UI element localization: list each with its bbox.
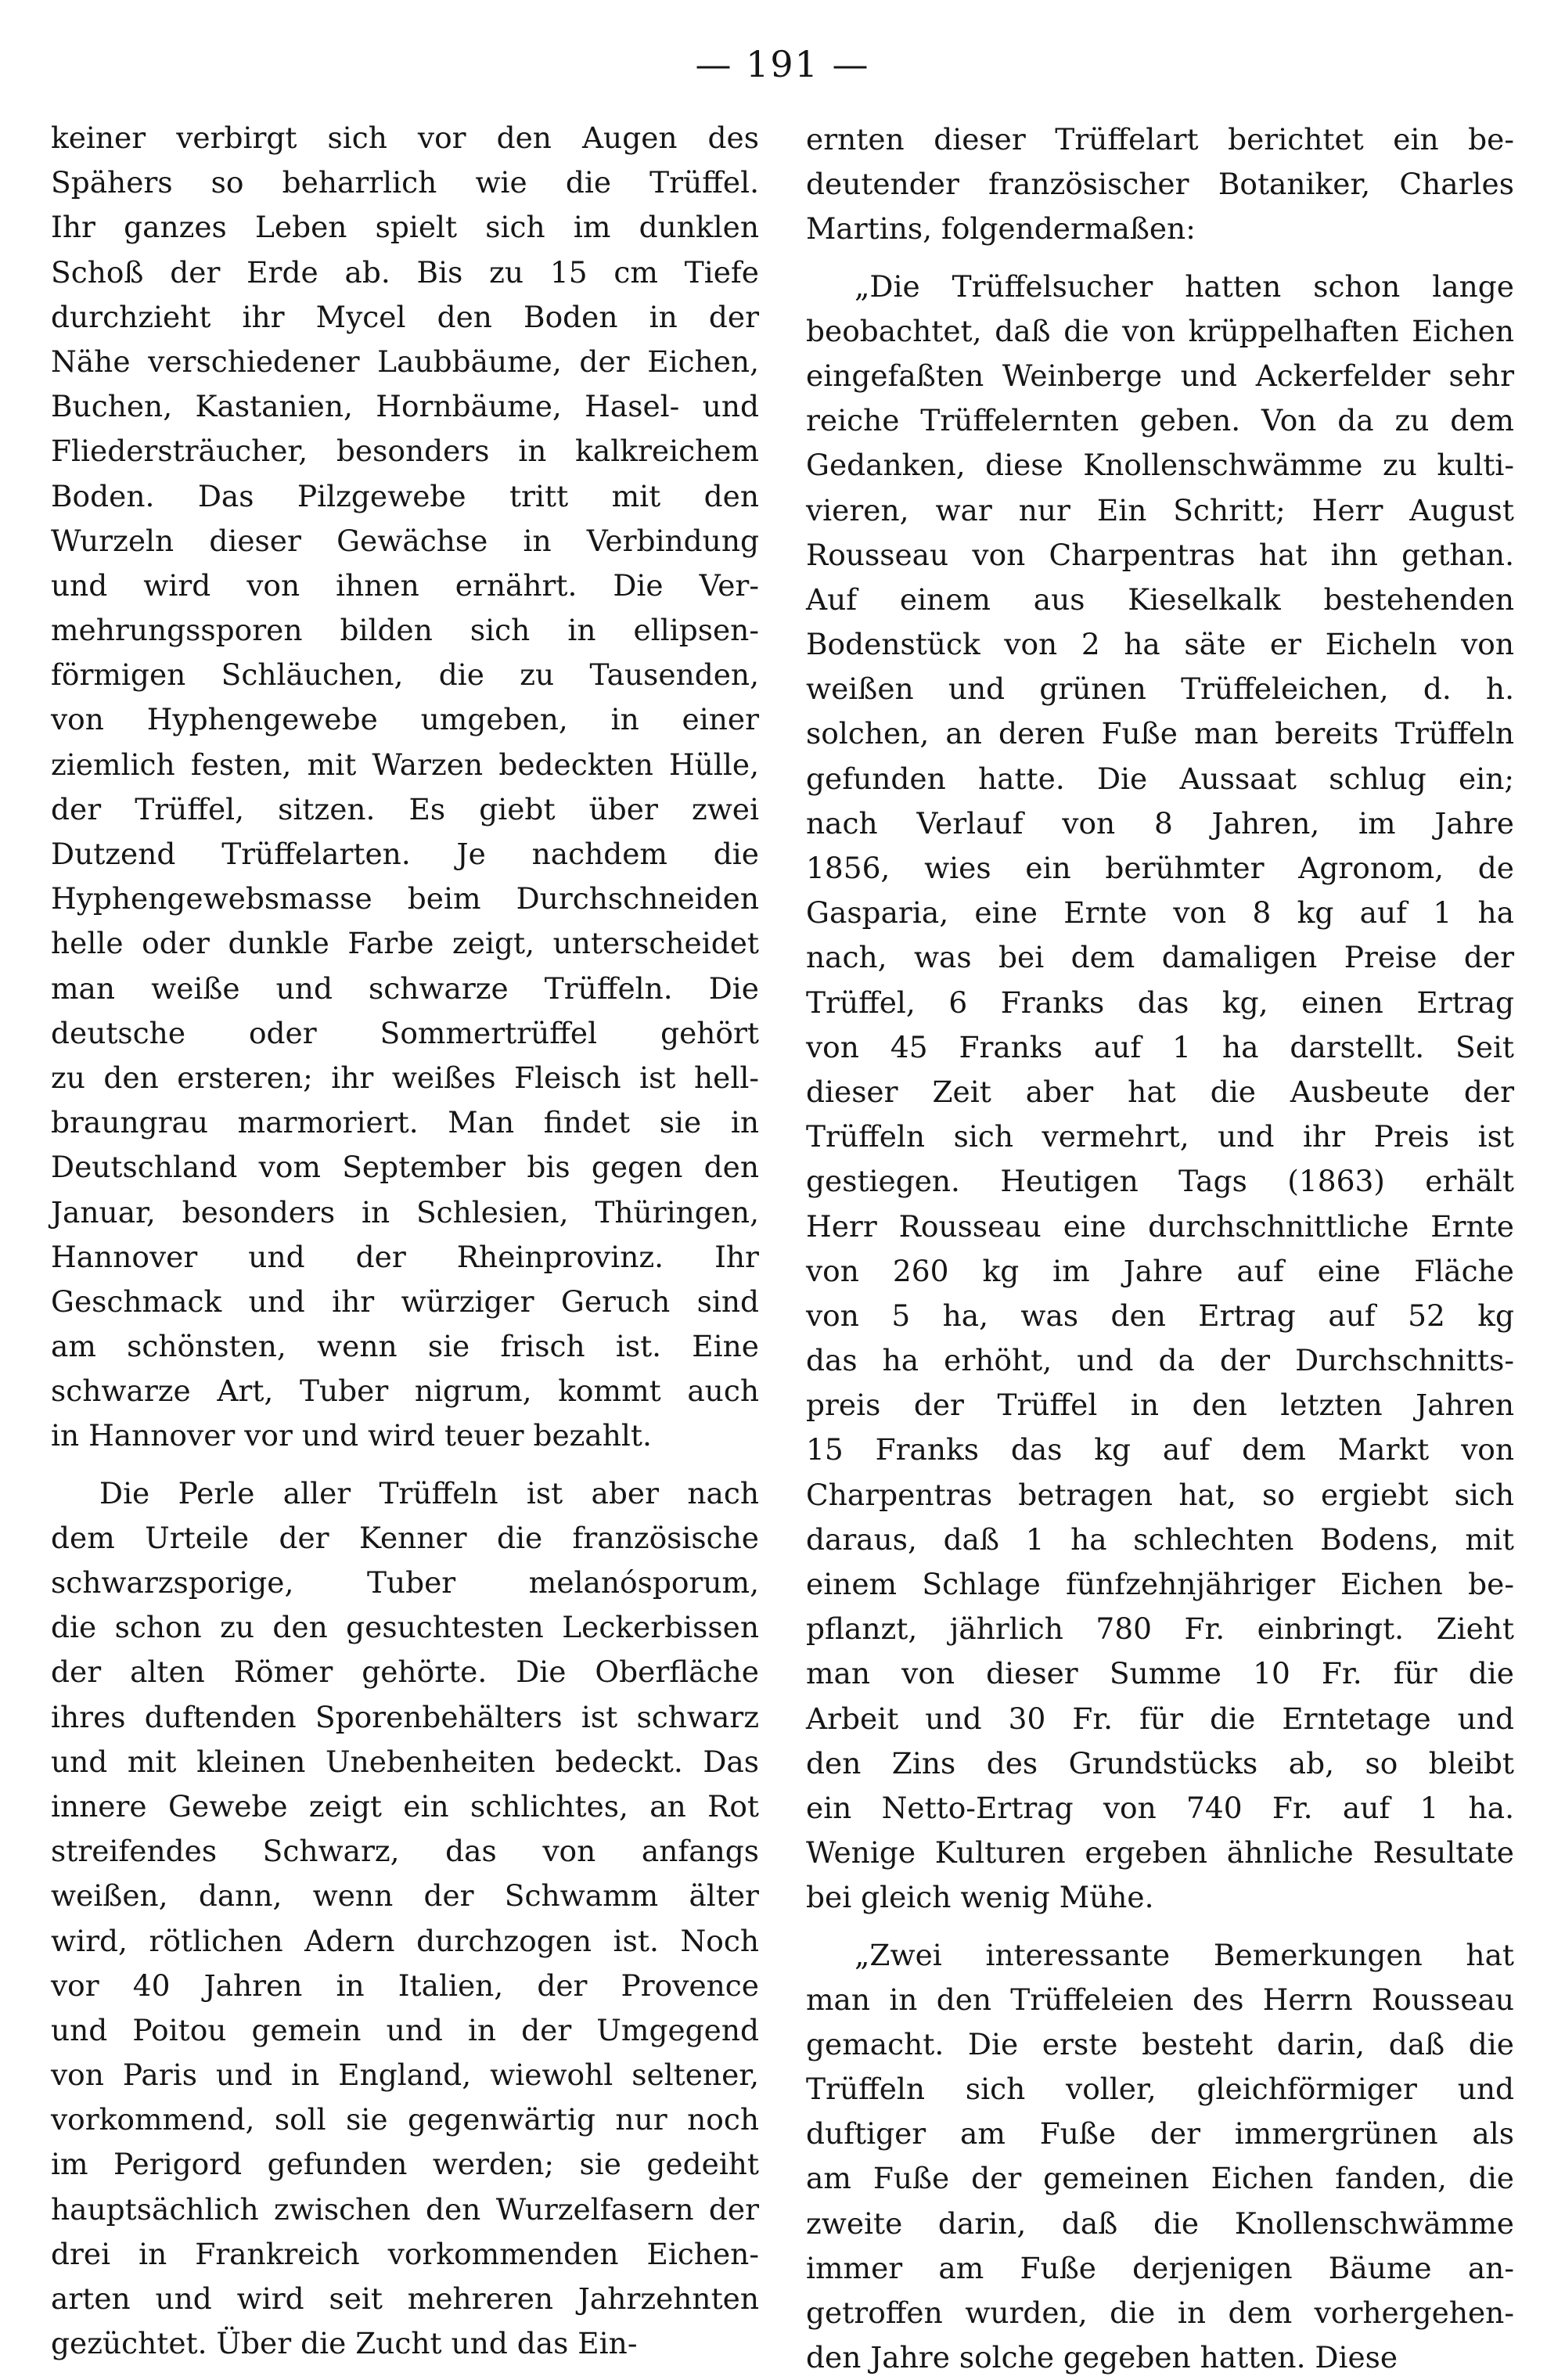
text-line: Nähe verschiedener Laubbäume, der Eichen, [51,340,759,384]
text-line: Spähers so beharrlich wie die Trüffel. [51,160,759,205]
text-line: Januar, besonders in Schlesien, Thüringen, [51,1190,759,1235]
paragraph [806,1933,1514,2380]
text-line: man von dieser Summe 10 Fr. für die [806,1651,1514,1696]
text-line: man in den Trüffeleien des Herrn Rousseau [806,1978,1514,2022]
text-line: und wird von ihnen ernährt. Die Ver- [51,563,759,608]
paragraph [806,117,1514,252]
text-line: solchen, an deren Fuße man bereits Trüffeln [806,711,1514,756]
paragraph [806,265,1514,1921]
text-line: Martins, folgendermaßen: [806,207,1514,251]
left-column [51,116,759,2366]
text-line: daraus, daß 1 ha schlechten Bodens, mit [806,1518,1514,1562]
text-line: nach, was bei dem damaligen Preise der [806,935,1514,980]
text-line: „Die Trüffelsucher hatten schon lange [806,265,1514,309]
text-line: schwarzsporige, Tuber melanósporum, [51,1561,759,1605]
text-line: vorkommend, soll sie gegenwärtig nur noch [51,2097,759,2142]
text-line: am Fuße der gemeinen Eichen fanden, die [806,2156,1514,2201]
text-line: schwarze Art, Tuber nigrum, kommt auch [51,1369,759,1413]
text-line: streifendes Schwarz, das von anfangs [51,1829,759,1874]
text-line: duftiger am Fuße der immergrünen als [806,2112,1514,2156]
text-line: man weiße und schwarze Trüffeln. Die [51,967,759,1011]
text-line: ihres duftenden Sporenbehälters ist schwarz [51,1695,759,1740]
text-line: bei gleich wenig Mühe. [806,1875,1514,1920]
text-line: Trüffel, 6 Franks das kg, einen Ertrag [806,981,1514,1025]
text-line: Gasparia, eine Ernte von 8 kg auf 1 ha [806,891,1514,935]
text-line: Auf einem aus Kieselkalk bestehenden [806,578,1514,622]
text-line: nach Verlauf von 8 Jahren, im Jahre [806,801,1514,846]
text-line: Ihr ganzes Leben spielt sich im dunklen [51,205,759,250]
text-line: eingefaßten Weinberge und Ackerfelder sehr [806,354,1514,398]
text-line: 1856, wies ein berühmter Agronom, de [806,846,1514,891]
text-line: helle oder dunkle Farbe zeigt, unterscheidet [51,921,759,966]
text-line: und Poitou gemein und in der Umgegend [51,2008,759,2053]
text-line: preis der Trüffel in den letzten Jahren [806,1383,1514,1428]
text-line: gemacht. Die erste besteht darin, daß die [806,2022,1514,2067]
text-line: Geschmack und ihr würziger Geruch sind [51,1280,759,1324]
text-line: Dutzend Trüffelarten. Je nachdem die [51,832,759,877]
text-line: Boden. Das Pilzgewebe tritt mit den [51,474,759,519]
text-line: ernten dieser Trüffelart berichtet ein be- [806,117,1514,162]
text-line: Rousseau von Charpentras hat ihn gethan. [806,533,1514,578]
text-line: dieser Zeit aber hat die Ausbeute der [806,1070,1514,1114]
paragraph [51,1471,759,2367]
text-line: förmigen Schläuchen, die zu Tausenden, [51,653,759,697]
text-line: Bodenstück von 2 ha säte er Eicheln von [806,622,1514,667]
text-line: hauptsächlich zwischen den Wurzelfasern der [51,2187,759,2232]
text-line: drei in Frankreich vorkommenden Eichen- [51,2232,759,2277]
text-line: den Jahre solche gegeben hatten. Diese [806,2335,1514,2380]
text-line: Trüffeln sich vermehrt, und ihr Preis ist [806,1114,1514,1159]
text-line: von Paris und in England, wiewohl seltener, [51,2053,759,2097]
text-line: Deutschland vom September bis gegen den [51,1145,759,1190]
text-line: innere Gewebe zeigt ein schlichtes, an Rot [51,1784,759,1829]
text-line: von 45 Franks auf 1 ha darstellt. Seit [806,1025,1514,1070]
text-line: in Hannover vor und wird teuer bezahlt. [51,1413,759,1458]
text-line: Hyphengewebsmasse beim Durchschneiden [51,877,759,921]
text-line: arten und wird seit mehreren Jahrzehnten [51,2277,759,2321]
text-line: dem Urteile der Kenner die französische [51,1516,759,1561]
text-line: weißen, dann, wenn der Schwamm älter [51,1874,759,1918]
text-line: weißen und grünen Trüffeleichen, d. h. [806,667,1514,711]
text-line: von 260 kg im Jahre auf eine Fläche [806,1249,1514,1294]
text-line: der alten Römer gehörte. Die Oberfläche [51,1650,759,1694]
paragraph [51,116,759,1459]
text-line: das ha erhöht, und da der Durchschnitts- [806,1338,1514,1383]
text-line: Herr Rousseau eine durchschnittliche Ernte [806,1204,1514,1249]
text-line: Wurzeln dieser Gewächse in Verbindung [51,519,759,563]
text-line: Hannover und der Rheinprovinz. Ihr [51,1235,759,1280]
text-line: beobachtet, daß die von krüppelhaften Eichen [806,309,1514,354]
text-line: den Zins des Grundstücks ab, so bleibt [806,1741,1514,1786]
text-line: zweite darin, daß die Knollenschwämme [806,2202,1514,2246]
text-line: die schon zu den gesuchtesten Leckerbissen [51,1605,759,1650]
text-line: Schoß der Erde ab. Bis zu 15 cm Tiefe [51,250,759,295]
text-line: ein Netto-Ertrag von 740 Fr. auf 1 ha. [806,1786,1514,1831]
text-line: „Zwei interessante Bemerkungen hat [806,1933,1514,1978]
text-line: gefunden hatte. Die Aussaat schlug ein; [806,757,1514,801]
text-line: Trüffeln sich voller, gleichförmiger und [806,2067,1514,2112]
text-line: pflanzt, jährlich 780 Fr. einbringt. Zieht [806,1607,1514,1651]
text-line: braungrau marmoriert. Man findet sie in [51,1100,759,1145]
text-line: Buchen, Kastanien, Hornbäume, Hasel- und [51,384,759,429]
text-line: immer am Fuße derjenigen Bäume an- [806,2246,1514,2291]
text-line: deutsche oder Sommertrüffel gehört [51,1011,759,1056]
text-line: im Perigord gefunden werden; sie gedeiht [51,2142,759,2187]
text-line: vieren, war nur Ein Schritt; Herr August [806,488,1514,533]
text-line: gestiegen. Heutigen Tags (1863) erhält [806,1159,1514,1204]
page-number: — 191 — [0,43,1565,85]
text-line: Die Perle aller Trüffeln ist aber nach [51,1471,759,1516]
text-line: zu den ersteren; ihr weißes Fleisch ist hell- [51,1056,759,1100]
text-line: und mit kleinen Unebenheiten bedeckt. Das [51,1740,759,1784]
right-column [806,117,1514,2380]
text-line: Charpentras betragen hat, so ergiebt sich [806,1473,1514,1518]
text-line: mehrungssporen bilden sich in ellipsen- [51,608,759,653]
text-line: Wenige Kulturen ergeben ähnliche Resultate [806,1831,1514,1875]
text-line: Arbeit und 30 Fr. für die Erntetage und [806,1697,1514,1741]
text-line: von Hyphengewebe umgeben, in einer [51,697,759,742]
text-line: Gedanken, diese Knollenschwämme zu kulti- [806,443,1514,488]
text-line: 15 Franks das kg auf dem Markt von [806,1428,1514,1472]
text-line: der Trüffel, sitzen. Es giebt über zwei [51,787,759,832]
text-line: einem Schlage fünfzehnjähriger Eichen be- [806,1562,1514,1607]
text-line: wird, rötlichen Adern durchzogen ist. Noch [51,1919,759,1964]
text-line: ziemlich festen, mit Warzen bedeckten Hülle, [51,743,759,787]
text-line: keiner verbirgt sich vor den Augen des [51,116,759,160]
text-line: von 5 ha, was den Ertrag auf 52 kg [806,1294,1514,1338]
text-line: durchzieht ihr Mycel den Boden in der [51,295,759,340]
text-line: Fliedersträucher, besonders in kalkreichem [51,429,759,473]
text-line: gezüchtet. Über die Zucht und das Ein- [51,2321,759,2366]
text-line: vor 40 Jahren in Italien, der Provence [51,1964,759,2008]
text-line: getroffen wurden, die in dem vorhergehen- [806,2291,1514,2335]
text-line: reiche Trüffelernten geben. Von da zu dem [806,398,1514,443]
text-line: deutender französischer Botaniker, Charles [806,162,1514,207]
text-line: am schönsten, wenn sie frisch ist. Eine [51,1324,759,1369]
